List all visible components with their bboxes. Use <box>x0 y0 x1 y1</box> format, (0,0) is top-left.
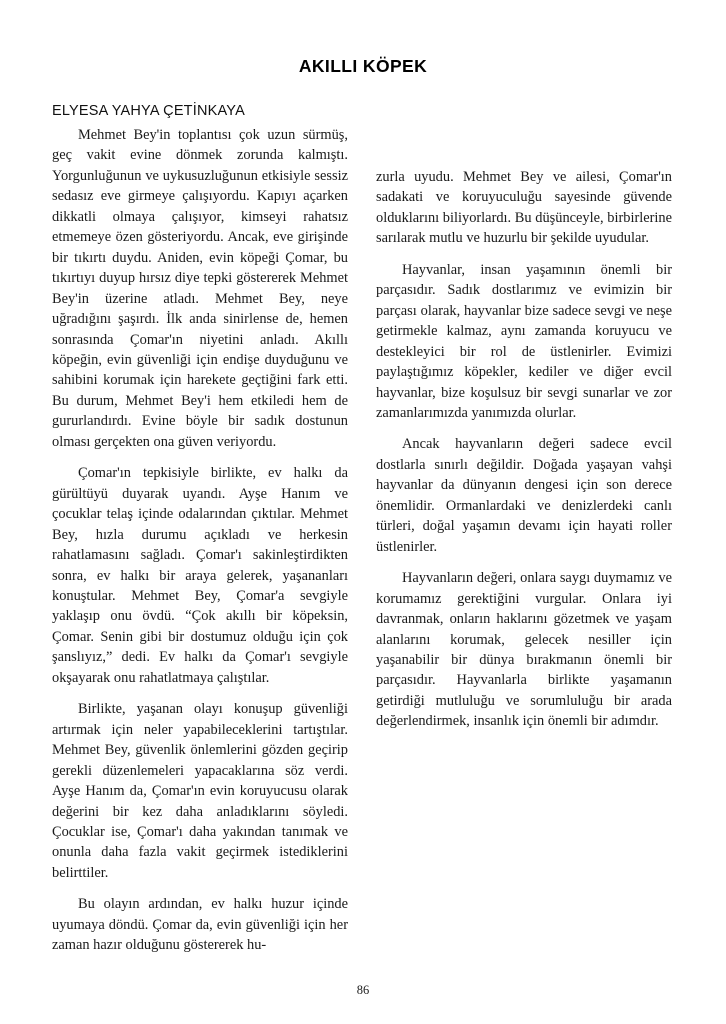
paragraph: Hayvanların değeri, onlara saygı duymamız ve korumamız gerektiğini vurgular. Onlara iyi davranmak, onların haklarını gözetmek ve yaşam alanlarını korumak, gelecek nesiller için yaşanabilir bir dünya bırakmanın önemli bir parçasıdır. Hayvanlarla birlikte yaşamanın getirdiği mutluluğu ve sorumluluğu bir arada değerlendirmek, insanlık için önemli bir adımdır. <box>376 570 672 730</box>
column-top-spacer <box>376 125 672 167</box>
paragraph: Ancak hayvanların değeri sadece evcil dostlarla sınırlı değildir. Doğada yaşayan vahşi hayvanlar da dünyanın dengesi için son derece önemlidir. Ormanlardaki ve denizlerdeki canlı türleri, doğal yaşamın devamı için hayati roller üstlenirler. <box>376 436 672 555</box>
paragraph: zurla uyudu. Mehmet Bey ve ailesi, Çomar'ın sadakati ve koruyuculuğu sayesinde güvende olduklarını biliyorlardı. Bu düşünceyle, birbirlerine sarılarak mutlu ve huzurlu bir şekilde uyudular. <box>376 169 672 247</box>
paragraph: Bu olayın ardından, ev halkı huzur içinde uyumaya döndü. Çomar da, evin güvenliği için her zaman hazır olduğunu göstererek hu- <box>52 896 348 954</box>
paragraph: Çomar'ın tepkisiyle birlikte, ev halkı da gürültüyü duyarak uyandı. Ayşe Hanım ve çocuklar telaş içinde odalarından çıktılar. Mehmet Bey, hızla durumu açıkladı ve herkesin rahatlamasını sağladı. Çomar'ı sakinleştirdikten sonra, ev halkı bir araya gelerek, yaşananları konuştular. Mehmet Bey, Çomar'a sevgiyle yaklaşıp onu övdü. “Çok akıllı bir köpeksin, Çomar. Senin gibi bir dostumuz olduğu için çok şanslıyız,” dedi. Ev halkı da Çomar'ı sevgiyle okşayarak onu rahatlatmaya çalıştılar. <box>52 465 348 686</box>
page-title: AKILLI KÖPEK <box>298 56 428 76</box>
paragraph: Mehmet Bey'in toplantısı çok uzun sürmüş, geç vakit evine dönmek zorunda kalmıştı. Yorgunluğunun ve uykusuzluğunun etkisiyle sessiz sedasız eve girmeye çalışıyordu. Kapıyı açarken dikkatli olmaya çalışıyor, kimseyi rahatsız etmemeye özen gösteriyordu. Ancak, eve girişinde bir tıkırtı duydu. Aniden, evin köpeği Çomar, bu tıkırtıyı duyup hırsız diye tepki göstererek Mehmet Bey'in üzerine atladı. Mehmet Bey, neye uğradığını şaşırdı. İlk anda sinirlense de, hemen sonrasında Çomar'ın niyetini anladı. Akıllı köpeğin, evin güvenliği için endişe duyduğunu ve sahibini korumak için harekete geçtiğini fark etti. Bu durum, Mehmet Bey'i hem etkiledi hem de gururlandırdı. Evine böyle bir sadık dostunun olması gerçekten ona güven veriyordu. <box>52 127 348 450</box>
right-column <box>376 125 672 743</box>
two-column-body <box>52 125 674 967</box>
paragraph: Hayvanlar, insan yaşamının önemli bir parçasıdır. Sadık dostlarımız ve evimizin bir parçası olarak, hayvanlar bize sadece sevgi ve neşe getirmekle kalmaz, aynı zamanda koruyucu ve destekleyici bir rol de üstlenirler. Evimizi paylaştığımız köpekler, kediler ve diğer evcil hayvanlar, bize koşulsuz bir sevgi sunarlar ve zor zamanlarımızda yanımızda olurlar. <box>376 261 672 421</box>
page-number: 86 <box>356 983 370 997</box>
left-column <box>52 125 348 967</box>
author-byline: ELYESA YAHYA ÇETİNKAYA <box>52 103 245 119</box>
paragraph: Birlikte, yaşanan olayı konuşup güvenliği artırmak için neler yapabileceklerini tartıştılar. Mehmet Bey, güvenlik önlemlerini gözden geçirip gerekli düzenlemeleri yapacaklarına söz verdi. Ayşe Hanım da, Çomar'ın evin koruyucusu olarak değerini bir kez daha anladıklarını söyledi. Çocuklar ise, Çomar'ı daha yakından tanımak ve onunla daha fazla vakit geçirmek istediklerini belirttiler. <box>52 701 348 881</box>
